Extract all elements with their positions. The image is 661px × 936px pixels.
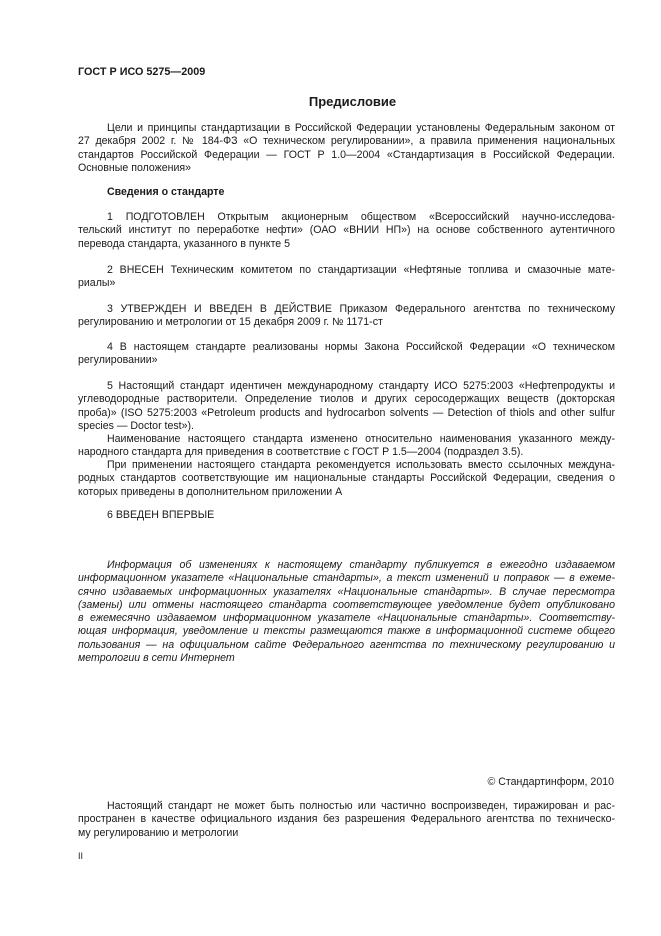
text-line: 6 ВВЕДЕН ВПЕРВЫЕ — [107, 509, 215, 521]
text-line: Основные положения» — [78, 161, 192, 174]
page-number: II — [78, 851, 84, 861]
text-line: которых приведены в дополнительном приложении А — [78, 485, 343, 498]
text-line: метрологии в сети Интернет — [78, 652, 235, 665]
text-line: 4 В настоящем стандарте реализованы нормы Закона Российской Федерации «О техническом — [107, 341, 615, 353]
text-line: сячно издаваемых информационных указателях «Национальные стандарты». В случае пересмотра — [78, 585, 615, 598]
intro-paragraph — [78, 122, 615, 175]
page-title: Предисловие — [308, 94, 397, 109]
item-2 — [78, 264, 615, 291]
notice-paragraph — [78, 559, 615, 665]
document-header: ГОСТ Р ИСО 5275—2009 — [78, 66, 206, 78]
text-line: тельский институт по переработке нефти» (ОАО «ВНИИ НП») на основе собственного аутентичного — [78, 224, 615, 237]
text-line: Цели и принципы стандартизации в Российской Федерации установлены Федеральным законом от — [107, 122, 615, 134]
text-line: Настоящий стандарт не может быть полностью или частично воспроизведен, тиражирован и рас- — [107, 800, 615, 812]
item-5-reference-note — [78, 459, 615, 499]
text-line: 3 УТВЕРЖДЕН И ВВЕДЕН В ДЕЙСТВИЕ Приказом Федерального агентства по техническому — [107, 303, 615, 315]
text-line: углеводородные растворители. Определение тиолов и других серосодержащих веществ (докторская — [78, 393, 615, 406]
text-line: родных стандартов соответствующие им национальные стандарты Российской Федерации, сведения о — [78, 472, 615, 485]
text-line: риалы» — [78, 277, 116, 290]
text-line: в ежемесячно издаваемом информационном указателе «Национальные стандарты». Соответству- — [78, 612, 615, 625]
item-4 — [78, 341, 615, 368]
text-line: пользования — на официальном сайте Федерального агентства по техническому регулированию и — [78, 638, 615, 651]
item-5-name-note — [78, 433, 615, 460]
item-3 — [78, 303, 615, 330]
copyright: © Стандартинформ, 2010 — [487, 776, 614, 788]
text-line: Информация об изменениях к настоящему стандарту публикуется в ежегодно издаваемом — [107, 559, 615, 571]
text-line: регулировании» — [78, 354, 158, 367]
text-line: му регулированию и метрологии — [78, 826, 239, 839]
text-line: перевода стандарта, указанного в пункте 5 — [78, 237, 291, 250]
text-line: 2 ВНЕСЕН Техническим комитетом по стандартизации «Нефтяные топлива и смазочные мате- — [107, 264, 615, 276]
text-line: 1 ПОДГОТОВЛЕН Открытым акционерным обществом «Всероссийский научно-исследова- — [107, 211, 615, 223]
text-line: species — Doctor test»). — [78, 419, 194, 432]
text-line: ющая информация, уведомление и тексты размещаются также в информационной системе общего — [78, 625, 615, 638]
text-line: Наименование настоящего стандарта изменено относительно наименования указанного между- — [107, 433, 615, 445]
item-6 — [78, 509, 615, 522]
text-line: пространен в качестве официального издания без разрешения Федерального агентства по техническо- — [78, 813, 615, 826]
text-line: проба)» (ISO 5275:2003 «Petroleum products and hydrocarbon solvents — Detection of thiols and other sulfur — [78, 406, 615, 419]
text-line: 27 декабря 2002 г. № 184-ФЗ «О техническом регулировании», а правила применения национальных — [78, 135, 615, 148]
rights-paragraph — [78, 800, 615, 840]
text-line: 5 Настоящий стандарт идентичен международному стандарту ИСО 5275:2003 «Нефтепродукты и — [107, 380, 615, 392]
item-5 — [78, 380, 615, 433]
section-heading: Сведения о стандарте — [107, 186, 225, 198]
item-1 — [78, 211, 615, 251]
text-line: При применении настоящего стандарта рекомендуется использовать вместо ссылочных междуна- — [107, 459, 615, 471]
text-line: стандартов Российской Федерации — ГОСТ Р 1.0—2004 «Стандартизация в Российской Федерации. — [78, 148, 615, 161]
text-line: регулированию и метрологии от 15 декабря 2009 г. № 1171-ст — [78, 316, 383, 329]
text-line: (замены) или отмены настоящего стандарта соответствующее уведомление будет опубликовано — [78, 598, 615, 611]
text-line: народного стандарта для приведения в соответствие с ГОСТ Р 1.5—2004 (подраздел 3.5). — [78, 446, 524, 459]
text-line: информационном указателе «Национальные стандарты», а текст изменений и поправок — в ежеме- — [78, 572, 615, 585]
